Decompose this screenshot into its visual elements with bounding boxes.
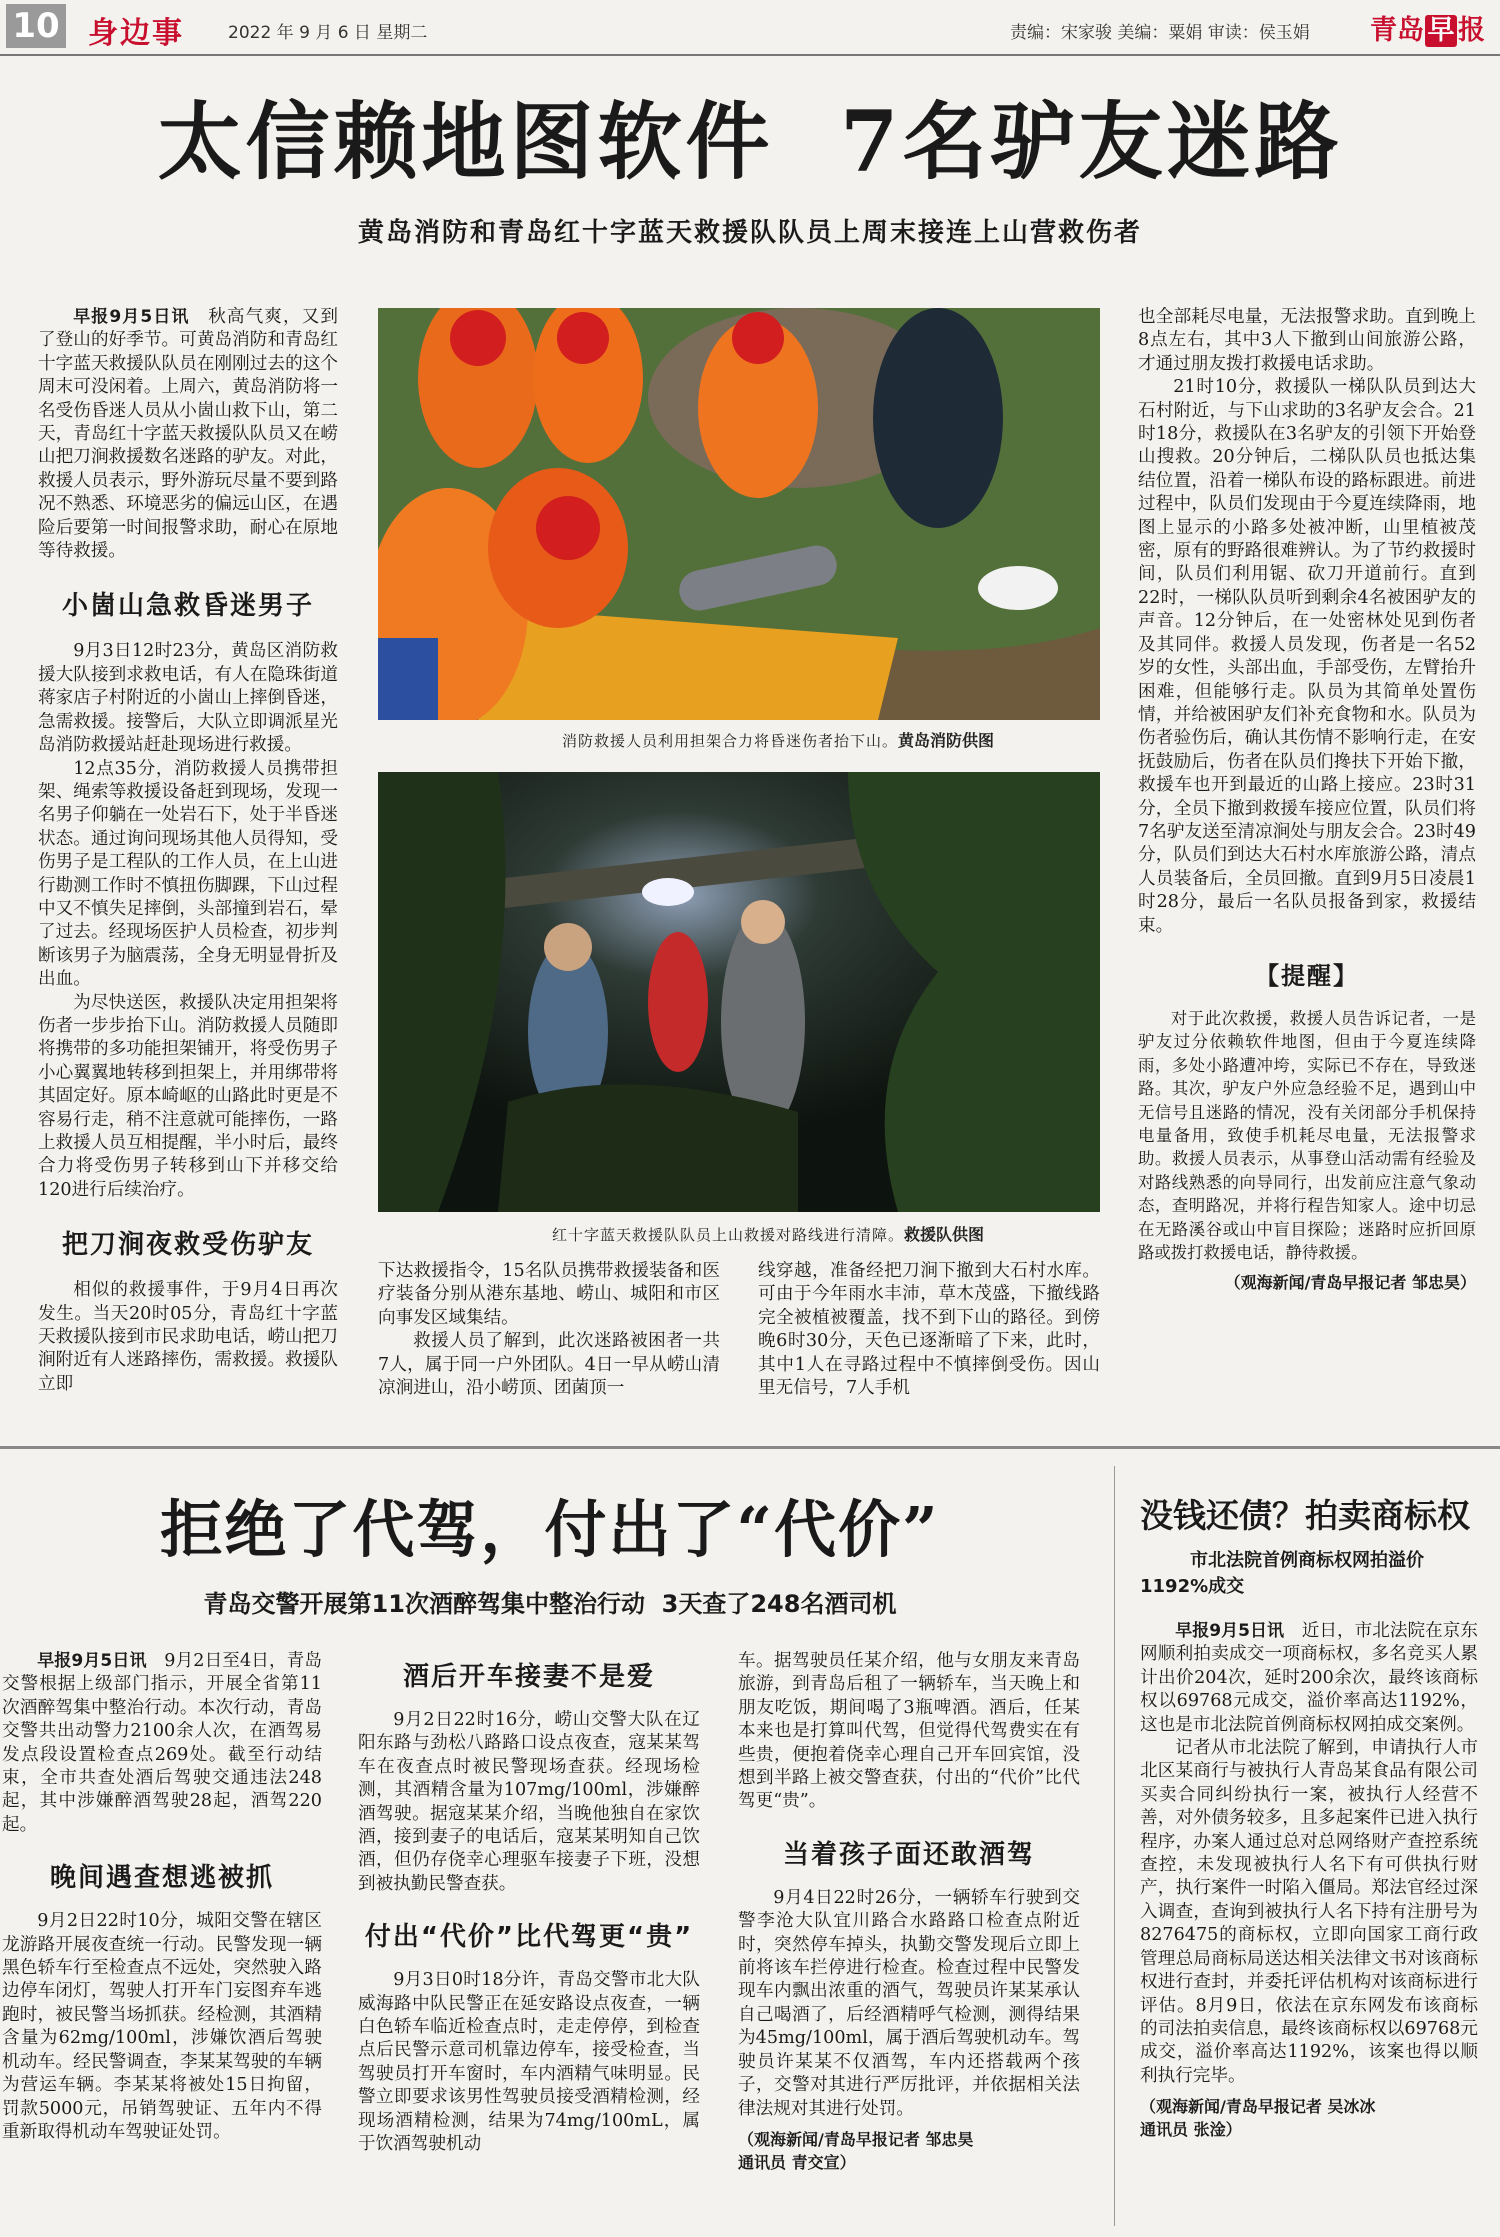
a1-column-1	[38, 306, 338, 1396]
paper-logo-tail: 报	[1458, 15, 1485, 46]
story-divider	[0, 1446, 1500, 1449]
a1-paragraph-2: 12点35分，消防救援人员携带担架、绳索等救援设备赶到现场，发现一名男子仰躺在一处岩石下，处于半昏迷状态。通过询问现场其他人员得知，受伤男子是工程队的工作人员，在上山进行勘测工作时不慎扭伤脚踝，下山过程中又不慎失足摔倒，头部撞到岩石，晕了过去。经现场医护人员检查，初步判断该男子为脑震荡，全身无明显骨折及出血。	[38, 758, 338, 990]
paper-logo	[1370, 8, 1485, 47]
reminder-text: 对于此次救援，救援人员告诉记者，一是驴友过分依赖软件地图，但由于今夏连续降雨，多处小路遭冲垮，实际已不存在，导致迷路。其次，驴友户外应急经验不足，遇到山中无信号且迷路的情况，没有关闭部分手机保持电量备用，致使手机耗尽电量，无法报警求助。救援人员表示，从事登山活动需有经验及对路线熟悉的向导同行，出发前应注意气象动态，查明路况，并将行程告知家人。途中切忌在无路溪谷或山中盲目探险；迷路时应折回原路或拨打救援电话，静待救援。	[1138, 1008, 1476, 1263]
a1-paragraph-4: 相似的救援事件，于9月4日再次发生。当天20时05分，青岛红十字蓝天救援队接到市民求助电话，崂山把刀涧附近有人迷路摔伤，需救援。救援队立即	[38, 1280, 338, 1394]
a3-paragraph-1: 记者从市北法院了解到，申请执行人市北区某商行与被执行人青岛某食品有限公司买卖合同纠纷执行一案，被执行人经营不善，对外债务较多，且多起案件已进入执行程序，办案人通过总对总网络财产查控系统查控，未发现被执行人名下有可供执行财产，执行案件一时陷入僵局。郑法官经过深入调查，查询到被执行人名下持有注册号为8276475的商标权，立即向国家工商行政管理总局商标局送达相关法律文书对该商标权进行查封，并委托评估机构对该商标进行评估。8月9日，依法在京东网发布该商标的司法拍卖信息，最终该商标权以69768元成交，溢价率高达1192%，该案也得以顺利执行完毕。	[1140, 1738, 1478, 2086]
page-number: 10	[6, 4, 66, 48]
photo-2-caption	[552, 1222, 984, 1245]
a1-section-xiaogushan: 小崮山急救昏迷男子	[61, 591, 314, 622]
reminder-box	[1138, 1007, 1476, 1264]
issue-date: 2022 年 9 月 6 日 星期二	[228, 23, 428, 43]
a3-byline-2: 通讯员 张淦）	[1140, 2120, 1242, 2140]
header-divider	[0, 54, 1500, 56]
a1-col4-text-a: 也全部耗尽电量，无法报警求助。直到晚上8点左右，其中3人下撤到山间旅游公路，才通过朋友拨打救援电话求助。	[1138, 307, 1476, 374]
subhead-drunk-driving: 青岛交警开展第11次酒醉驾集中整治行动 3天查了248名酒司机	[203, 1590, 897, 1618]
a2-section-escape: 晚间遇查想逃被抓	[49, 1863, 274, 1894]
a2-section-kids: 当着孩子面还敢酒驾	[782, 1839, 1035, 1870]
a2-byline-1: （观海新闻/青岛早报记者 邹忠昊	[738, 2129, 974, 2149]
a1-paragraph-3: 为尽快送医，救援队决定用担架将伤者一步步抬下山。消防救援人员随即将携带的多功能担架铺开，将受伤男子小心翼翼地转移到担架上，并用绑带将其固定好。原本崎岖的山路此时更是不容易行走，稍不注意就可能摔伤，一路上救援人员互相提醒，半小时后，最终合力将受伤男子转移到山下并移交给120进行后续治疗。	[38, 992, 338, 1200]
a2-paragraph-2: 9月2日22时16分，崂山交警大队在辽阳东路与劲松八路路口设点夜查，寇某某驾车在夜查点时被民警现场查获。经现场检测，其酒精含量为107mg/100ml，涉嫌醉酒驾驶。据寇某某介绍，当晚他独自在家饮酒，接到妻子的电话后，寇某某明知自己饮酒，但仍存侥幸心理驱车接妻子下班，没想到被执勤民警查获。	[358, 1710, 700, 1894]
a1-column-2	[378, 1260, 720, 1400]
a1-col4-text-b: 21时10分，救援队一梯队队员到达大石村附近，与下山求助的3名驴友会合。21时18分，救援队在3名驴友的引领下开始登山搜救。20分钟后，二梯队队员也抵达集结位置，沿着一梯队布设的路标跟进。前进过程中，队员们发现由于今夏连续降雨，地图上显示的小路多处被冲断，山里植被茂密，原有的野路很难辨认。为了节约救援时间，队员们利用锯、砍刀开道前行。直到22时，一梯队队员听到剩余4名被困驴友的声音。12分钟后，在一处密林处见到伤者及其同伴。救援人员发现，伤者是一名52岁的女性，头部出血，手部受伤，左臂抬升困难，但能够行走。队员为其简单处置伤情，并给被困驴友们补充食物和水。队员为伤者验伤后，确认其伤情不影响行走，在安抚鼓励后，伤者在队员们搀扶下开始下撤，救援车也开到最近的山路上接应。23时31分，全员下撤到救援车接应位置，队员们将7名驴友送至清凉涧处与朋友会合。23时49分，队员们到达大石村水库旅游公路，清点人员装备后，全员回撤。直到9月5日凌晨1时28分，最后一名队员报备到家，救援结束。	[1138, 377, 1476, 936]
a2-paragraph-1: 9月2日22时10分，城阳交警在辖区龙游路开展夜查统一行动。民警发现一辆黑色轿车行至检查点不远处，突然驶入路边停车闭灯，驾驶人打开车门妄图弃车逃跑时，被民警当场抓获。经检测，其酒精含量为62mg/100ml，涉嫌饮酒后驾驶机动车。经民警调查，李某某驾驶的车辆为营运车辆。李某某将被处15日拘留，罚款5000元，吊销驾驶证、五年内不得重新取得机动车驾驶证处罚。	[2, 1911, 322, 2142]
a3-lead-tag: 早报9月5日讯	[1175, 1621, 1285, 1641]
a1-lead-tag: 早报9月5日讯	[73, 307, 190, 327]
a2-column-3	[738, 1650, 1080, 2173]
paper-logo-badge: 早	[1425, 15, 1457, 47]
page-header	[0, 0, 1500, 56]
a2-column-2	[358, 1650, 700, 2157]
photo-1-caption	[562, 728, 994, 751]
a1-column-3	[758, 1260, 1100, 1400]
a2-byline-2: 通讯员 青交宣）	[738, 2152, 856, 2172]
a3-byline-1: （观海新闻/青岛早报记者 吴冰冰	[1140, 2097, 1376, 2117]
a3-column	[1140, 1620, 1478, 2140]
headline-trademark: 没钱还债？拍卖商标权	[1140, 1496, 1470, 1535]
headline-map-app: 太信赖地图软件 7名驴友迷路	[157, 92, 1343, 191]
a2-paragraph-3: 9月3日0时18分许，青岛交警市北大队威海路中队民警正在延安路设点夜查，一辆白色轿车临近检查点时，走走停停，到检查点后民警示意司机靠边停车，接受检查，当驾驶员打开车窗时，车内酒精气味明显。民警立即要求该男性驾驶员接受酒精检测，经现场酒精检测，结果为74mg/100mL，属于饮酒驾驶机动	[358, 1970, 700, 2155]
editor-credits: 责编：宋家骏 美编：粟娟 审读：侯玉娟	[1010, 23, 1310, 43]
photo-2-caption-text: 红十字蓝天救援队队员上山救援对路线进行清障。	[552, 1226, 905, 1244]
a3-lead-text: 近日，市北法院在京东网顺利拍卖成交一项商标权，多名竞买人累计出价204次，延时200余次，最终该商标权以69768元成交，溢价率高达1192%，这也是市北法院首例商标权网拍成交案例。	[1140, 1621, 1478, 1735]
a1-col2-text-b: 救援人员了解到，此次迷路被困者一共7人，属于同一户外团队。4日一早从崂山清凉涧进山，沿小崂顶、团菌顶一	[378, 1331, 720, 1399]
a1-section-badaojian: 把刀涧夜救受伤驴友	[61, 1230, 314, 1261]
a1-col2-text-a: 下达救援指令，15名队员携带救援装备和医疗装备分别从港东基地、崂山、城阳和市区向事发区域集结。	[378, 1261, 720, 1328]
photo-1-caption-text: 消防救援人员利用担架合力将昏迷伤者抬下山。	[562, 732, 899, 750]
a2-lead-text: 9月2日至4日，青岛交警根据上级部门指示，开展全省第11次酒醉驾集中整治行动。本次行动，青岛交警共出动警力2100余人次，在酒驾易发点段设置检查点269处。截至行动结束，全市共查处酒后驾驶交通违法248起，其中涉嫌醉酒驾驶28起，酒驾220起。	[2, 1651, 322, 1835]
a2-column-1	[2, 1650, 322, 2144]
reminder-title: 【提醒】	[1255, 961, 1359, 990]
a2-paragraph-4: 车。据驾驶员任某介绍，他与女朋友来青岛旅游，到青岛后租了一辆轿车，当天晚上和朋友吃饭，期间喝了3瓶啤酒。酒后，任某本来也是打算叫代驾，但觉得代驾费实在有些贵，便抱着侥幸心理自己开车回宾馆，没想到半路上被交警查获，付出的“代价”比代驾更“贵”。	[738, 1651, 1080, 1812]
section-name: 身边事	[88, 16, 184, 51]
paper-logo-text: 青岛	[1370, 15, 1424, 46]
a2-section-wife: 酒后开车接妻不是爱	[402, 1662, 655, 1692]
rescue-photo-1-art	[378, 308, 1100, 720]
a1-lead	[38, 306, 338, 563]
column-divider	[1114, 1466, 1115, 2226]
a1-paragraph-1: 9月3日12时23分，黄岛区消防救援大队接到求救电话，有人在隐珠街道蒋家店子村附近的小崮山上摔倒昏迷，急需救援。接警后，大队立即调派星光岛消防救援站赶赴现场进行救援。	[38, 641, 338, 756]
headline-drunk-driving: 拒绝了代驾，付出了“代价”	[160, 1493, 940, 1566]
a1-byline: （观海新闻/青岛早报记者 邹忠昊）	[1224, 1273, 1476, 1293]
a2-paragraph-5: 9月4日22时26分，一辆轿车行驶到交警李沧大队宜川路合水路路口检查点附近时，突然停车掉头，执勤交警发现后立即上前将该车拦停进行检查。检查过程中民警发现车内飘出浓重的酒气，驾驶员许某某承认自己喝酒了，后经酒精呼气检测，测得结果为45mg/100ml，属于酒后驾驶机动车。驾驶员许某某不仅酒驾，车内还搭载两个孩子，交警对其进行严厉批评，并依据相关法律法规对其进行处罚。	[738, 1887, 1080, 2119]
photo-1-credit: 黄岛消防供图	[898, 731, 995, 750]
a3-lead	[1140, 1620, 1478, 1737]
photo-2-credit: 救援队供图	[904, 1225, 985, 1244]
a2-lead-tag: 早报9月5日讯	[37, 1651, 147, 1671]
subhead-trademark-2: 1192%成交	[1140, 1576, 1245, 1597]
subhead-map-app: 黄岛消防和青岛红十字蓝天救援队队员上周末接连上山营救伤者	[357, 218, 1142, 248]
a1-col3-text: 线穿越，准备经把刀涧下撤到大石村水库。可由于今年雨水丰沛，草木茂盛，下撤线路完全被植被覆盖，找不到下山的路径。到傍晚6时30分，天色已逐渐暗了下来，此时，其中1人在寻路过程中不慎摔倒受伤。因山里无信号，7人手机	[758, 1261, 1100, 1399]
a2-section-price: 付出“代价”比代驾更“贵”	[364, 1922, 694, 1953]
subhead-trademark-1: 市北法院首例商标权网拍溢价	[1190, 1550, 1424, 1571]
a1-column-4	[1138, 306, 1476, 1293]
rescue-photo-1	[378, 308, 1100, 720]
a2-lead	[2, 1650, 322, 1837]
a1-lead-text: 秋高气爽，又到了登山的好季节。可黄岛消防和青岛红十字蓝天救援队队员在刚刚过去的这个周末可没闲着。上周六，黄岛消防将一名受伤昏迷人员从小崮山救下山，第二天，青岛红十字蓝天救援队队员又在崂山把刀涧救援数名迷路的驴友。对此，救援人员表示，野外游玩尽量不要到路况不熟悉、环境恶劣的偏远山区，在遇险后要第一时间报警求助，耐心在原地等待救援。	[38, 307, 338, 562]
rescue-photo-2	[378, 772, 1100, 1212]
rescue-photo-2-art	[378, 772, 1100, 1212]
